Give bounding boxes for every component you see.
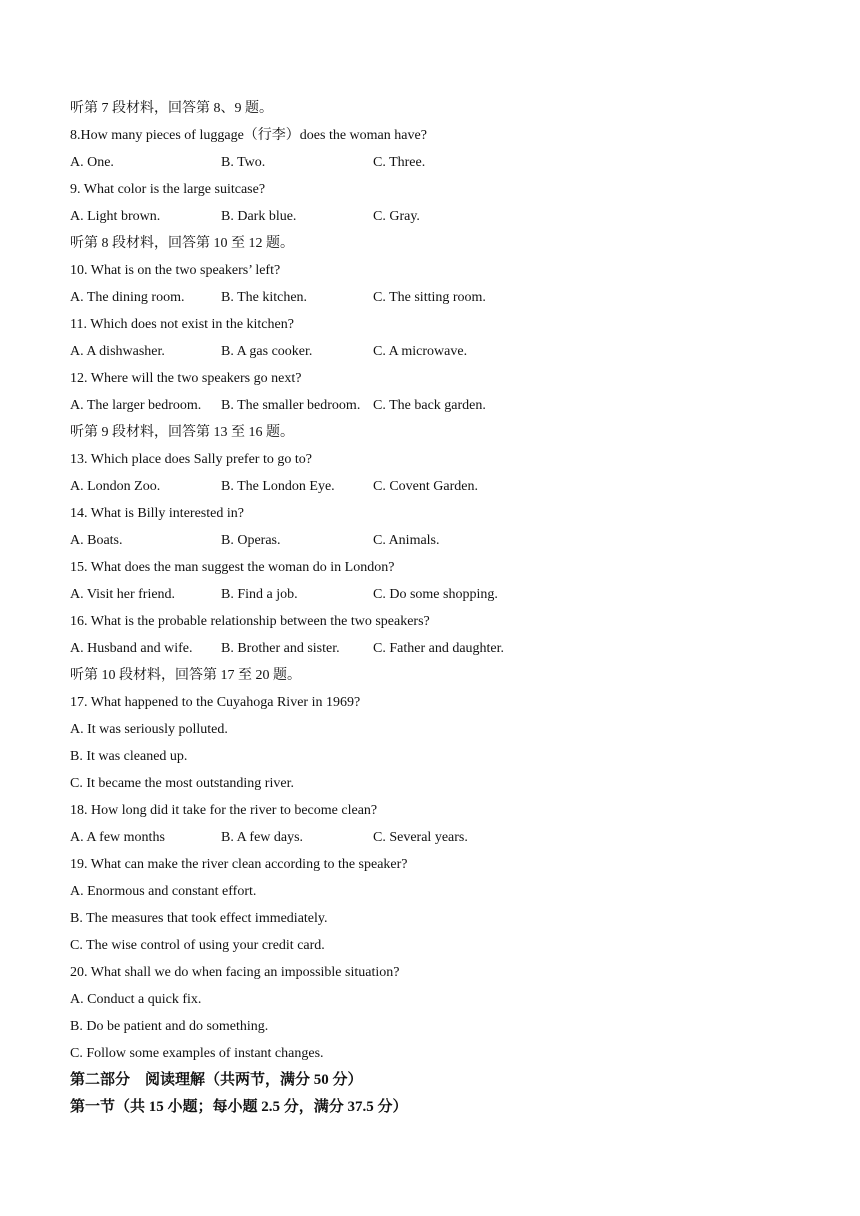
option-a: A. Boats. bbox=[70, 533, 123, 548]
section-intro: 听第 10 段材料，回答第 17 至 20 题。 bbox=[70, 668, 301, 683]
option-a: A. Husband and wife. bbox=[70, 641, 193, 656]
section-intro: 听第 9 段材料，回答第 13 至 16 题。 bbox=[70, 425, 294, 440]
option-b: B. The smaller bedroom. bbox=[221, 398, 361, 413]
options-row bbox=[70, 149, 790, 176]
option-b: B. Brother and sister. bbox=[221, 641, 340, 656]
option-a: A. A few months bbox=[70, 830, 165, 845]
question-text: 14. What is Billy interested in? bbox=[70, 506, 244, 521]
option-b: B. It was cleaned up. bbox=[70, 749, 188, 764]
option-c: C. Gray. bbox=[373, 209, 420, 224]
question-text: 15. What does the man suggest the woman do in London? bbox=[70, 560, 395, 575]
option-c: C. Follow some examples of instant changes. bbox=[70, 1046, 324, 1061]
option-a: A. London Zoo. bbox=[70, 479, 161, 494]
option-c: C. Covent Garden. bbox=[373, 479, 478, 494]
option-c: C. Animals. bbox=[373, 533, 440, 548]
options-row bbox=[70, 392, 790, 419]
option-b: B. Find a job. bbox=[221, 587, 298, 602]
options-row bbox=[70, 338, 790, 365]
option-b: B. The London Eye. bbox=[221, 479, 335, 494]
option-c: C. Several years. bbox=[373, 830, 468, 845]
option-c: C. Do some shopping. bbox=[373, 587, 498, 602]
options-row bbox=[70, 284, 790, 311]
question-text: 11. Which does not exist in the kitchen? bbox=[70, 317, 294, 332]
question-text: 20. What shall we do when facing an impossible situation? bbox=[70, 965, 400, 980]
option-a: A. The larger bedroom. bbox=[70, 398, 202, 413]
question-text: 8.How many pieces of luggage（行李）does the woman have? bbox=[70, 128, 427, 143]
option-b: B. A few days. bbox=[221, 830, 304, 845]
exam-page bbox=[70, 95, 790, 1121]
options-row bbox=[70, 635, 790, 662]
question-text: 9. What color is the large suitcase? bbox=[70, 182, 266, 197]
option-b: B. The measures that took effect immediately. bbox=[70, 911, 328, 926]
section-intro: 听第 8 段材料，回答第 10 至 12 题。 bbox=[70, 236, 294, 251]
part-heading: 第二部分 阅读理解（共两节，满分 50 分） bbox=[70, 1072, 363, 1088]
option-c: C. A microwave. bbox=[373, 344, 468, 359]
option-b: B. Do be patient and do something. bbox=[70, 1019, 269, 1034]
option-c: C. Father and daughter. bbox=[373, 641, 505, 656]
section-intro: 听第 7 段材料，回答第 8、9 题。 bbox=[70, 101, 273, 116]
option-c: C. The wise control of using your credit card. bbox=[70, 938, 325, 953]
option-a: A. It was seriously polluted. bbox=[70, 722, 228, 737]
option-b: B. The kitchen. bbox=[221, 290, 308, 305]
option-a: A. Enormous and constant effort. bbox=[70, 884, 257, 899]
question-text: 12. Where will the two speakers go next? bbox=[70, 371, 302, 386]
question-text: 18. How long did it take for the river to become clean? bbox=[70, 803, 378, 818]
option-c: C. Three. bbox=[373, 155, 426, 170]
option-a: A. Visit her friend. bbox=[70, 587, 176, 602]
option-a: A. One. bbox=[70, 155, 114, 170]
question-text: 16. What is the probable relationship between the two speakers? bbox=[70, 614, 430, 629]
option-c: C. It became the most outstanding river. bbox=[70, 776, 294, 791]
options-row bbox=[70, 824, 790, 851]
option-b: B. Two. bbox=[221, 155, 266, 170]
option-c: C. The back garden. bbox=[373, 398, 486, 413]
option-b: B. A gas cooker. bbox=[221, 344, 313, 359]
options-row bbox=[70, 527, 790, 554]
question-text: 10. What is on the two speakers’ left? bbox=[70, 263, 281, 278]
question-text: 17. What happened to the Cuyahoga River in 1969? bbox=[70, 695, 361, 710]
question-text: 13. Which place does Sally prefer to go to? bbox=[70, 452, 312, 467]
section-heading: 第一节（共 15 小题；每小题 2.5 分，满分 37.5 分） bbox=[70, 1099, 408, 1115]
option-b: B. Operas. bbox=[221, 533, 281, 548]
options-row bbox=[70, 581, 790, 608]
option-a: A. A dishwasher. bbox=[70, 344, 165, 359]
question-text: 19. What can make the river clean according to the speaker? bbox=[70, 857, 408, 872]
options-row bbox=[70, 203, 790, 230]
option-a: A. Conduct a quick fix. bbox=[70, 992, 202, 1007]
option-b: B. Dark blue. bbox=[221, 209, 297, 224]
options-row bbox=[70, 473, 790, 500]
option-a: A. The dining room. bbox=[70, 290, 185, 305]
option-a: A. Light brown. bbox=[70, 209, 161, 224]
option-c: C. The sitting room. bbox=[373, 290, 486, 305]
